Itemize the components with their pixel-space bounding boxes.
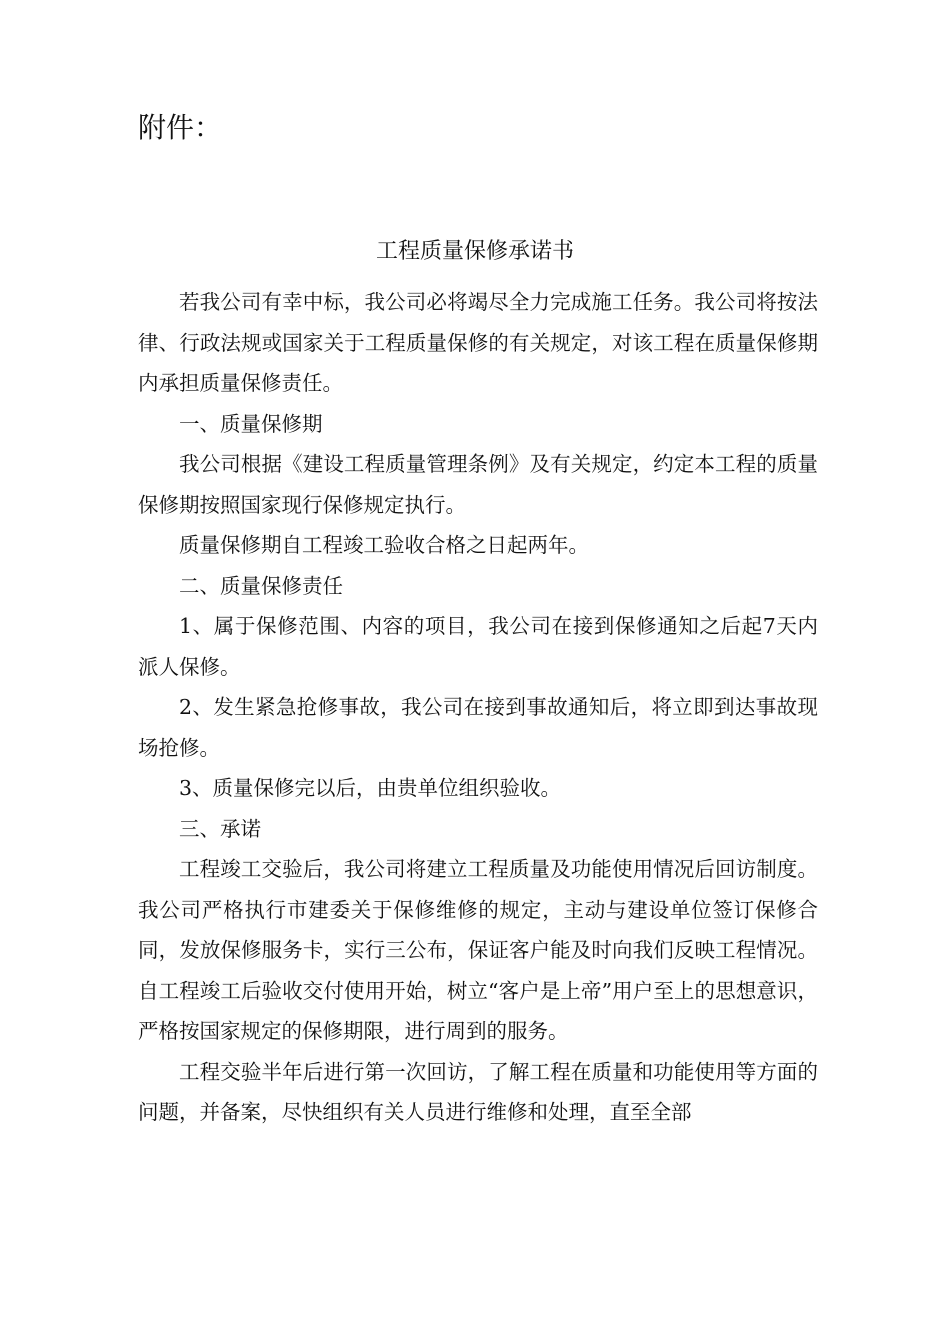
- paragraph-responsibility-1: 1、属于保修范围、内容的项目，我公司在接到保修通知之后起7天内派人保修。: [138, 614, 818, 679]
- paragraph-responsibility-3: 3、质量保修完以后，由贵单位组织验收。: [179, 776, 562, 800]
- section-heading-commitment: 三、承诺: [179, 816, 261, 841]
- attachment-label: 附件：: [138, 111, 223, 144]
- section-heading-warranty-responsibility: 二、质量保修责任: [179, 573, 343, 598]
- paragraph-warranty-basis: 我公司根据《建设工程质量管理条例》及有关规定，约定本工程的质量保修期按照国家现行保修规定执行。: [138, 452, 818, 517]
- section-heading-warranty-period: 一、质量保修期: [179, 411, 323, 436]
- document-title: 工程质量保修承诺书: [375, 239, 574, 264]
- paragraph-warranty-duration: 质量保修期自工程竣工验收合格之日起两年。: [179, 533, 589, 557]
- paragraph-responsibility-2: 2、发生紧急抢修事故，我公司在接到事故通知后，将立即到达事故现场抢修。: [138, 695, 818, 760]
- paragraph-commitment-1: 工程竣工交验后，我公司将建立工程质量及功能使用情况后回访制度。我公司严格执行市建委关于保修维修的规定，主动与建设单位签订保修合同，发放保修服务卡，实行三公布，保证客户能及时向我们反映工程情况。自工程竣工后验收交付使用开始，树立“客户是上帝”用户至上的思想意识，严格按国家规定的保修期限，进行周到的服务。: [138, 857, 818, 1043]
- paragraph-commitment-2: 工程交验半年后进行第一次回访，了解工程在质量和功能使用等方面的问题，并备案，尽快组织有关人员进行维修和处理，直至全部: [138, 1059, 818, 1124]
- document-body: [138, 282, 818, 1133]
- paragraph-intro: 若我公司有幸中标，我公司必将竭尽全力完成施工任务。我公司将按法律、行政法规或国家关于工程质量保修的有关规定，对该工程在质量保修期内承担质量保修责任。: [138, 290, 818, 395]
